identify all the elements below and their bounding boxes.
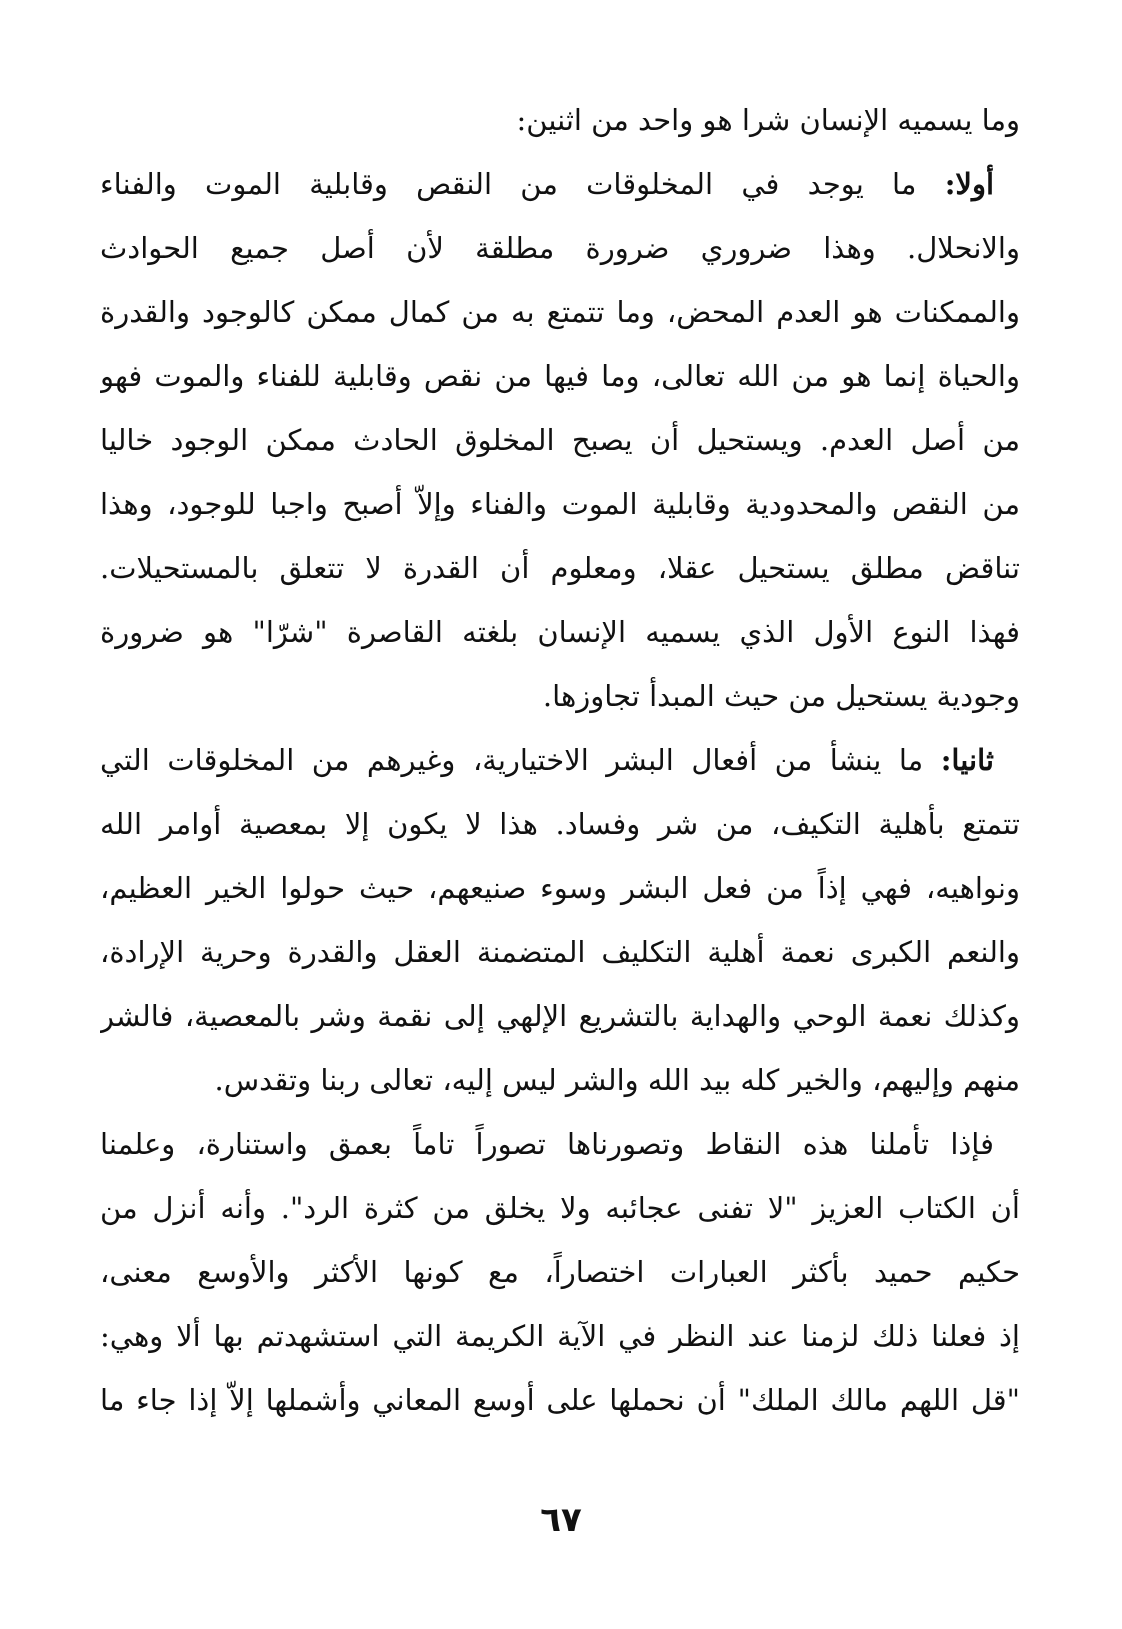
text-line: وما يسميه الإنسان شرا هو واحد من اثنين:: [516, 103, 1020, 137]
paragraph-second-point-line: [100, 728, 1020, 792]
text-line: والنعم الكبرى نعمة أهلية التكليف المتضمنة العقل والقدرة وحرية الإرادة،: [100, 935, 1020, 969]
text-line: "قل اللهم مالك الملك" أن نحملها على أوسع المعاني وأشملها إلاّ إذا جاء ما: [100, 1383, 1020, 1417]
text-line: أن الكتاب العزيز "لا تفنى عجائبه ولا يخلق من كثرة الرد". وأنه أنزل من: [100, 1191, 1020, 1225]
text-line: والانحلال. وهذا ضروري ضرورة مطلقة لأن أصل جميع الحوادث: [100, 231, 1020, 265]
text-line: إذ فعلنا ذلك لزمنا عند النظر في الآية الكريمة التي استشهدتم بها ألا وهي:: [100, 1319, 1020, 1353]
text-line: والممكنات هو العدم المحض، وما تتمتع به من كمال ممكن كالوجود والقدرة: [100, 295, 1020, 329]
text-line: من النقص والمحدودية وقابلية الموت والفناء وإلاّ أصبح واجبا للوجود، وهذا: [100, 487, 1020, 521]
text-line: تتمتع بأهلية التكيف، من شر وفساد. هذا لا يكون إلا بمعصية أوامر الله: [100, 807, 1020, 841]
text-line: حكيم حميد بأكثر العبارات اختصاراً، مع كونها الأكثر والأوسع معنى،: [100, 1255, 1020, 1289]
text-run: ما ينشأ من أفعال البشر الاختيارية، وغيرهم من المخلوقات التي: [100, 743, 924, 777]
lead-first: أولا:: [944, 167, 995, 201]
body-text: [100, 88, 1020, 1432]
text-line: منهم وإليهم، والخير كله بيد الله والشر ليس إليه، تعالى ربنا وتقدس.: [214, 1063, 1020, 1097]
text-line: وكذلك نعمة الوحي والهداية بالتشريع الإلهي إلى نقمة وشر بالمعصية، فالشر: [100, 999, 1020, 1033]
text-line: فإذا تأملنا هذه النقاط وتصورناها تصوراً تاماً بعمق واستنارة، وعلمنا: [100, 1127, 994, 1161]
text-run: ما يوجد في المخلوقات من النقص وقابلية الموت والفناء: [100, 167, 917, 201]
text-line: تناقض مطلق يستحيل عقلا، ومعلوم أن القدرة لا تتعلق بالمستحيلات.: [100, 551, 1020, 585]
page-number: ٦٧: [540, 1500, 582, 1540]
text-line: ونواهيه، فهي إذاً من فعل البشر وسوء صنيعهم، حيث حولوا الخير العظيم،: [100, 871, 1020, 905]
paragraph-first-point-line: [100, 152, 1020, 216]
text-line: وجودية يستحيل من حيث المبدأ تجاوزها.: [542, 679, 1020, 713]
text-line: فهذا النوع الأول الذي يسميه الإنسان بلغته القاصرة "شرّا" هو ضرورة: [100, 615, 1020, 649]
text-line: والحياة إنما هو من الله تعالى، وما فيها من نقص وقابلية للفناء والموت فهو: [100, 359, 1020, 393]
text-line: من أصل العدم. ويستحيل أن يصبح المخلوق الحادث ممكن الوجود خاليا: [100, 423, 1020, 457]
lead-second: ثانيا:: [940, 743, 994, 777]
